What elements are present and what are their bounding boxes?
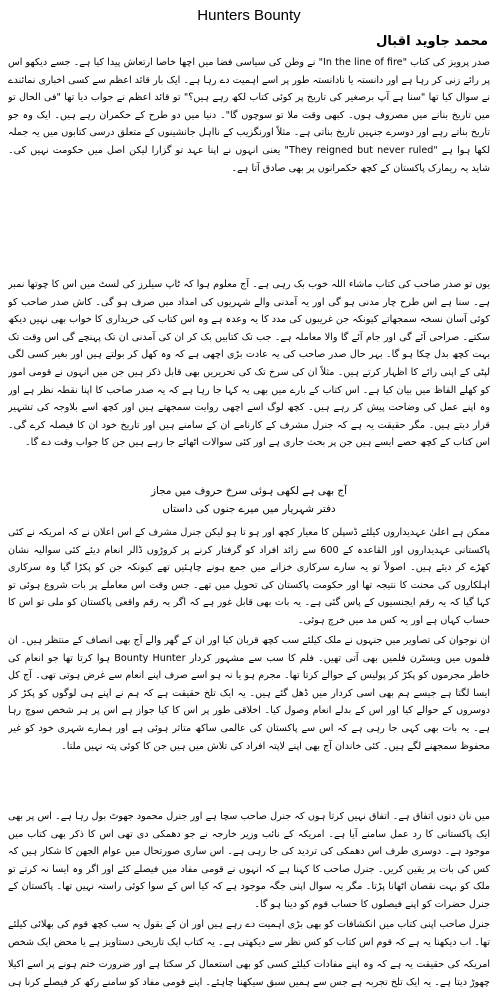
paragraph-7: امریکہ کی حقیقت یہ ہے کہ وہ اپنے مفادات کیلئے کسی کو بھی استعمال کر سکتا ہے اور ضرورت ختم ہونے پر اسے اکیلا چھوڑ دیتا ہے۔ یہ ایک تلخ تجربہ ہے جس سے ہمیں سبق سیکھنا چاہئے۔ اپنے قومی مفاد کو سامنے رکھ کر فیصلے کرنا ہی	[8, 959, 490, 988]
paragraph-2: یوں تو صدر صاحب کی کتاب ماشاء اللہ خوب بک رہی ہے۔ آج معلوم ہوا کہ ٹاپ سیلرز کی لسٹ میں اس کا چوتھا نمبر ہے۔ سنا ہے اس طرح چار مدنی ہو گی اور یہ آمدنی والے شہریوں کی امداد میں صرف ہو گی۔ کاش صدر صاحب کو کوئی آسان نسخہ سمجھاتے کیونکہ جن غریبوں کی مدد کا یہ وعدہ ہے وہ اس کتاب کی خریداری کا خواب بھی نہیں دیکھ سکتے۔ صراحی آئے گی اور جام آئے گا والا معاملہ ہے۔ جب تک کتابیں بک کر ان کی آمدنی ان تک پہنچے گی اس وقت تک بہت کچھ بدل چکا ہو گا۔ بہر حال صدر صاحب کی یہ عادت بڑی اچھی ہے کہ وہ کھل کر بولتے ہیں اور بغیر کسی لگی لپٹی کے اپنی رائے کا اظہار کرتے ہیں۔ مثلاً ان کی سرخ تک کی تحریریں بھی قابل ذکر ہیں جن میں انہوں نے قومی امور کو کھلے الفاظ میں بیان کیا ہے۔ اس کتاب کے بارے میں بھی یہ کہا جا رہا ہے کہ یہ صدر صاحب کا اپنا نقطہ نظر ہے اور وہ اپنے عمل کی وضاحت پیش کر رہے ہیں۔ کچھ لوگ اسے اچھی روایت سمجھتے ہیں اور کچھ اسے بلاوجہ کی تشہیر قرار دیتے ہیں۔ مگر حقیقت یہ ہے کہ جنرل مشرف کے کارنامے ان کے سامنے ہیں اور تاریخ خود ان کا فیصلہ کرے گی۔ اس کتاب کے کچھ حصے ایسے ہیں جن پر بحث جاری ہے اور کئی سوالات اٹھائے جا رہے ہیں جن کا جواب وقت دے گا۔	[8, 279, 490, 449]
paragraph-5: میں نان دنوں اتفاق ہے۔ اتفاق نہیں کرتا ہوں کہ جنرل صاحب سچا ہے اور جنرل محمود جھوٹ بول رہا ہے۔ اس پر بھی ایک پاکستانی کا رد عمل سامنے آیا ہے۔ امریکہ کے نائب وزیر خارجہ نے جو دھمکی دی تھی اس کا ذکر بھی کتاب میں موجود ہے۔ دوسری طرف اس دھمکی کی تردید کی جا رہی ہے۔ اس ساری صورتحال میں عوام الجھن کا شکار ہیں کہ کس کی بات پر یقین کریں۔ جنرل صاحب کا کہنا ہے کہ انہوں نے قومی مفاد میں فیصلے کئے اور اگر وہ ایسا نہ کرتے تو ملک کو بہت نقصان اٹھانا پڑتا۔ مگر یہ سوال اپنی جگہ موجود ہے کہ کیا اس کے سوا کوئی راستہ نہیں تھا۔ پاکستان کے جنرل حضرات کو اپنے فیصلوں کا حساب قوم کو دینا ہو گا۔	[8, 811, 490, 910]
paragraph-6: جنرل صاحب اپنی کتاب میں انکشافات کو بھی بڑی اہمیت دے رہے ہیں اور ان کے بقول یہ سب کچھ قوم کی بھلائی کیلئے تھا۔ اب دیکھنا یہ ہے کہ قوم اس کتاب کو کس نظر سے دیکھتی ہے۔ یہ کتاب ایک تاریخی دستاویز ہے یا محض ایک شخص	[8, 919, 490, 948]
verse-line-1: آج بھی ہے لکھی ہوئی سرخ حروف میں مجاز	[150, 485, 348, 497]
verse-line-2: دفتر شہریار میں میرے جنوں کی داستاں	[162, 503, 336, 515]
author-name: محمد جاوید اقبال	[376, 34, 488, 49]
paragraph-4: ان نوجوان کی تصاویر میں جنہوں نے ملک کیلئے سب کچھ قربان کیا اور ان کے گھر والے آج بھی انصاف کے منتظر ہیں۔ ان فلموں میں ویسٹرن فلمیں بھی آتی تھیں۔ فلم کا سب سے مشہور کردار Bounty Hunter ہوا کرتا تھا جو انعام کی خاطر مجرموں کو پکڑ کر پولیس کے حوالے کرتا تھا۔ مجرم ہو یا نہ ہو اسے صرف اپنے انعام سے غرض ہوتی تھی۔ آج کل ایسا لگتا ہے جیسے ہم بھی اسی کردار میں ڈھل گئے ہیں۔ یہ ایک تلخ حقیقت ہے کہ ہم نے اپنے ہی لوگوں کو پکڑ کر دوسروں کے حوالے کیا اور اس کے بدلے انعام وصول کیا۔ اخلاقی طور پر اس کا کیا جواز ہے اس پر ہر شخص سوچ رہا ہے۔ یہ بات بھی کہی جا رہی ہے کہ اس سے پاکستان کی عالمی ساکھ متاثر ہوئی ہے اور ہمارے شہری خود کو غیر محفوظ سمجھنے لگے ہیں۔ کئی خاندان آج بھی اپنے لاپتہ افراد کی تلاش میں ہیں جن کا کوئی پتہ نہیں ملتا۔	[8, 635, 490, 752]
paragraph-3: ممکن ہے اعلیٰ عہدیداروں کیلئے ڈسپلن کا معیار کچھ اور ہو تا ہو لیکن جنرل مشرف کے اس اعلان نے کہ امریکہ نے کئی پاکستانی عہدیداروں اور القاعدہ کے 600 سے زائد افراد کو گرفتار کرنے پر کروڑوں ڈالر انعام دیئے کئی سوالیہ نشان کھڑے کر دیئے ہیں۔ اصولاً تو یہ سارے سرکاری خزانے میں جمع ہونے چاہئیں تھے کیونکہ جن کو پکڑا گیا وہ سرکاری اہلکاروں کی محنت کا نتیجہ تھا اور حکومت پاکستان کی تحویل میں تھے۔ جس وقت اس معاملے پر بات شروع ہوئی تو کہا گیا کہ یہ رقم ایجنسیوں کے پاس گئی ہے۔ یہ بات بھی قابل غور ہے کہ اگر یہ رقم واقعی پاکستان کو ملی تو اس کا حساب کہاں ہے اور یہ کس مد میں خرچ ہوئی۔	[8, 527, 490, 626]
column-title: Hunters Bounty	[197, 7, 301, 24]
verse	[8, 482, 490, 518]
paragraph-1: صدر پرویز کی کتاب "In the line of fire" نے وطن کی سیاسی فضا میں اچھا خاصا ارتعاش پیدا کیا ہے۔ جسے دیکھو اس پر رائے زنی کر رہا ہے اور دانستہ یا نادانستہ طور پر اسے اہمیت دے رہا ہے۔ ایک بار قائد اعظم سے کسی اخباری نمائندے نے سوال کیا تھا "سنا ہے آپ برصغیر کی تاریخ پر کوئی کتاب لکھ رہے ہیں؟" تو قائد اعظم نے جواب دیا تھا "فی الحال تو میں تاریخ بنانے میں مصروف ہوں۔ کبھی وقت ملا تو سوچوں گا"۔ دنیا میں دو طرح کے حکمران رہے ہیں۔ ایک وہ جو تاریخ بناتے رہے اور دوسرے جنہیں تاریخ بناتی ہے۔ مثلاً اورنگزیب کے نااہل جانشینوں کے متعلق درسی کتابوں میں یہ جملہ لکھا ہوا ہے "They reigned but never ruled" یعنی انہوں نے اپنا عہد تو گزارا لیکن اصل میں حکومت نہیں کی۔ شاید یہ ریمارک پاکستان کے کچھ حکمرانوں پر بھی صادق آتا ہے۔	[8, 57, 490, 174]
